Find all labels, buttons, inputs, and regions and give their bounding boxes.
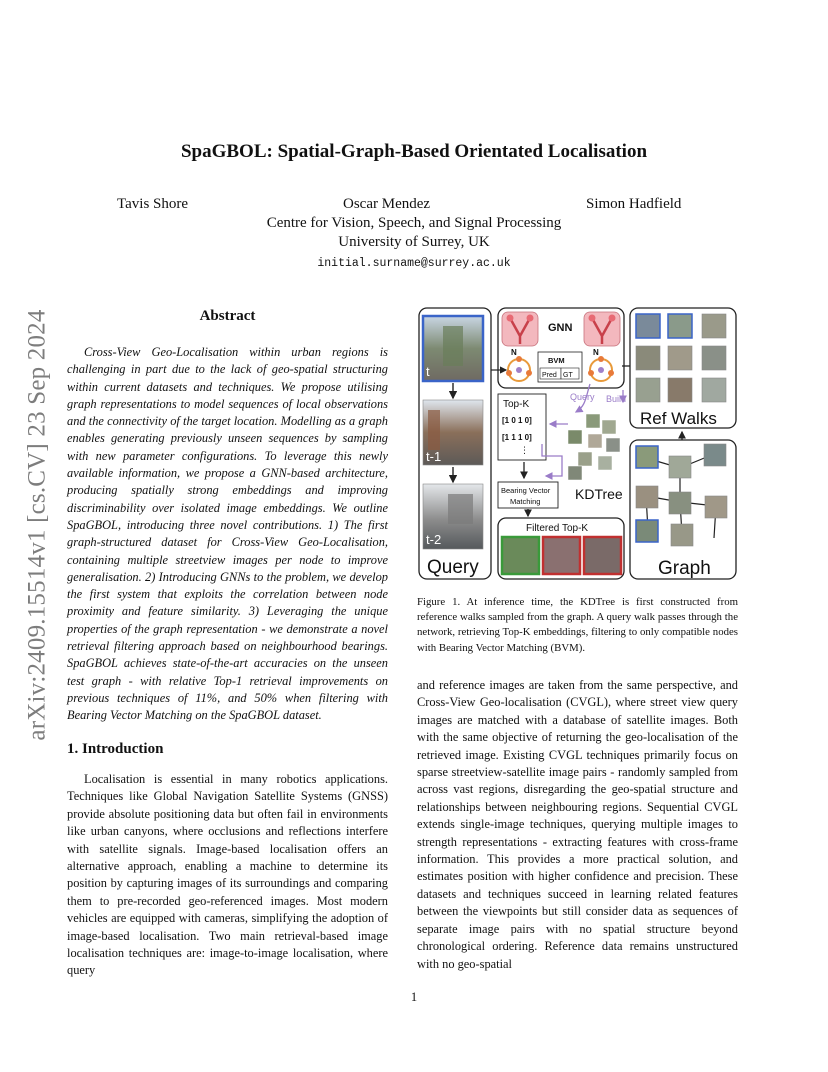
build-arrow-label: Build [606,394,627,404]
author-1: Tavis Shore [117,196,189,212]
node-n-left: N [511,348,517,357]
frame-label-t2: t-2 [426,532,442,547]
arxiv-identifier [18,290,58,760]
frame-label-t1: t-1 [426,449,442,464]
filtered-result-2 [543,537,580,574]
figure-1-caption: Figure 1. At inference time, the KDTree is first constructed from reference walks sampled from the graph. A query walk passes through the network, retrieving Top-K embeddings, filtering to only compatible nodes with Bearing Vector Matching (BVM). [417,596,738,654]
figure-1-diagram [418,306,738,583]
right-column-body: and reference images are taken from the same perspective, and Cross-View Geo-localisation (CVGL), where street view query images are matched with a database of satellite images. Both with the same objective of returning the geo-localisation of the retrieved image. Existing CVGL techniques primarily focus on sparse streetview-satellite image pairs - randomly sampled from across vast regions, disregarding the geo-spatial structure and relationships between neighbouring regions. Sequential CVGL extends single-image techniques, querying multiple images to strength representations - extracting features with cross-frame information. This provides a more practical solution, and estimates position with higher confidence and precision. These datasets and techniques succeed in learning related features between the viewpoints but still consider data as sequences of separate image pairs with no spatial structure beyond chronological ordering. Reference data remains unstructured with no geo-spatial [417,678,738,971]
topk-vector-2: [1 1 1 0] [502,433,532,442]
topk-label: Top-K [503,399,530,410]
filtered-result-3 [584,537,621,574]
author-2: Oscar Mendez [343,196,431,212]
introduction-heading: 1. Introduction [67,741,164,757]
bvm-label: BVM [548,356,565,365]
figure-1 [418,306,738,583]
bvm-gt-label: GT [563,372,573,379]
affiliation-line-1: Centre for Vision, Speech, and Signal Processing [266,215,562,231]
ref-walk-tiles [636,314,726,402]
bvm-box-line-1: Bearing Vector [501,486,551,495]
bvm-box-line-2: Matching [510,497,541,506]
author-email[interactable]: initial.surname@surrey.ac.uk [317,257,511,270]
ref-walks-label: Ref Walks [640,409,717,428]
gnn-label: GNN [548,322,573,334]
author-3: Simon Hadfield [586,196,682,212]
node-n-right: N [593,348,599,357]
filtered-topk-label: Filtered Top-K [526,523,589,534]
query-arrow-label: Query [570,392,595,402]
bvm-pred-label: Pred [542,372,557,379]
filtered-result-1 [502,537,539,574]
topk-ellipsis: ⋮ [520,445,529,455]
paper-title: SpaGBOL: Spatial-Graph-Based Orientated Localisation [180,141,648,162]
frame-label-t: t [426,364,430,379]
kdtree-label: KDTree [575,486,623,502]
kdtree-tiles [568,414,620,480]
affiliation-line-2: University of Surrey, UK [338,234,490,250]
query-panel-label: Query [427,557,479,578]
abstract-heading: Abstract [199,308,256,324]
arxiv-identifier-text: arXiv:2409.15514v1 [cs.CV] 23 Sep 2024 [24,309,52,741]
topk-vector-1: [1 0 1 0] [502,416,532,425]
graph-panel-label: Graph [658,558,711,579]
page-number: 1 [410,990,418,1004]
introduction-body: Localisation is essential in many robotics applications. Techniques like Global Navigation Satellite Systems (GNSS) provide absolute positioning data but often fail in environments like urban canyons, where occlusions and reflections interfere with satellite signals. Image-based localisation offers an alternative approach, enabling a machine to determine its position by capturing images of its surroundings and comparing them to pre-recorded geo-referenced images. Most modern vehicles are equipped with cameras, simplifying the adoption of image-based localisation. Two main retrieval-based image localisation techniques are: image-to-image localisation, where query [67,772,388,978]
abstract-body: Cross-View Geo-Localisation within urban regions is challenging in part due to the lack of geo-spatial structuring within current datasets and techniques. We propose utilising graph representations to model sequences of local observations and the connectivity of the target location. Modelling as a graph enables generating previously unseen sequences by sampling with new parameter configurations. To leverage this newly available information, we propose a GNN-based architecture, producing spatially strong embeddings and improving discriminability over isolated image embeddings. We outline SpaGBOL, introducing three novel contributions. 1) The first graph-structured dataset for Cross-View Geo-Localisation, containing multiple streetview images per node to improve generalisation. 2) Introducing GNNs to the problem, we develop the first system that exploits the correlation between node proximity and feature similarity. 3) Leveraging the unique properties of the graph representation - we demonstrate a novel retrieval filtering approach based on neighbourhood bearings. SpaGBOL achieves state-of-the-art accuracies on the unseen test graph - with relative Top-1 retrieval improvements on previous techniques of 11%, and 50% when filtering with Bearing Vector Matching on the SpaGBOL dataset. [67,345,388,723]
